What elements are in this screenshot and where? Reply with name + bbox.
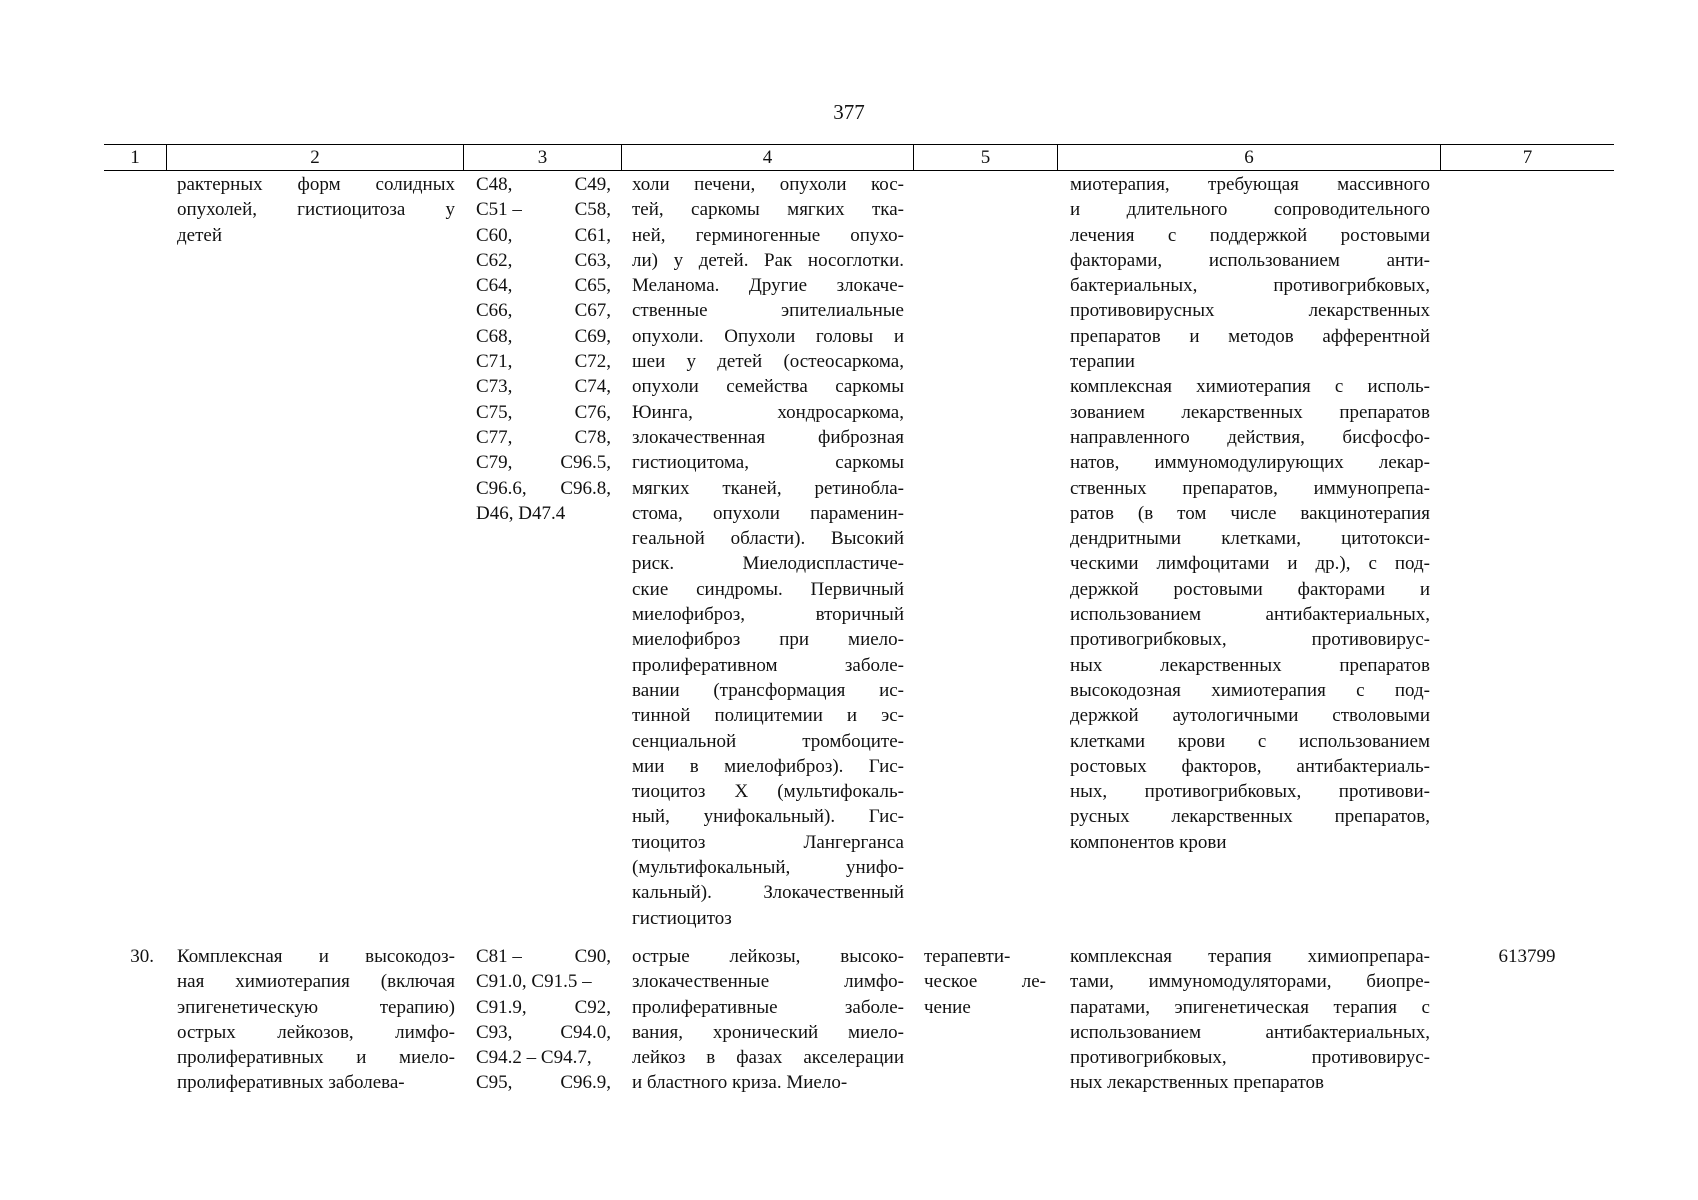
text-line: рактерных форм солидных <box>177 174 455 195</box>
code-line <box>476 197 611 222</box>
text-line: паратами, эпигенетическая терапия с <box>1070 996 1430 1018</box>
text-line: риск. Миелодиспластиче- <box>632 553 904 575</box>
column-header-4: 4 <box>621 145 913 170</box>
text-line: препаратов и методов афферентной <box>1070 325 1430 347</box>
code-left: C51 – <box>476 199 522 221</box>
code-left: C64, <box>476 275 513 297</box>
text-line: опухоли семейства саркомы <box>632 376 904 398</box>
code-right: C96.5, <box>560 452 611 474</box>
text-line: ческими лимфоцитами и др.), с под- <box>1070 553 1430 575</box>
text-line: мягких тканей, ретинобла- <box>632 477 904 499</box>
text-line: ный, унифокальный). Гис- <box>632 806 904 828</box>
row-30-number <box>104 944 154 969</box>
text-line: и длительного сопроводительного <box>1070 199 1430 221</box>
text-line: шеи у детей (остеосаркома, <box>632 351 904 373</box>
row-number: 30. <box>130 946 154 967</box>
text-line: ческое ле- <box>924 971 1046 993</box>
text-line: (мультифокальный, унифо- <box>632 857 904 879</box>
text-line: холи печени, опухоли кос- <box>632 174 904 195</box>
text-line: эпигенетическую терапию) <box>177 996 455 1018</box>
text-line: ственных препаратов, иммунопрепа- <box>1070 477 1430 499</box>
text-line: лейкоз в фазах акселерации <box>632 1047 904 1069</box>
text-line: ных лекарственных препаратов <box>1070 1072 1325 1094</box>
text-line: ных, противогрибковых, противови- <box>1070 781 1430 803</box>
text-line: сенциальной тромбоците- <box>632 730 904 752</box>
text-line: зованием лекарственных препаратов <box>1070 401 1430 423</box>
text-line: противогрибковых, противовирус- <box>1070 629 1430 651</box>
text-line: опухолей, гистиоцитоза у <box>177 199 455 221</box>
text-line: Комплексная и высокодоз- <box>177 946 455 967</box>
text-line: высокодозная химиотерапия с под- <box>1070 679 1430 701</box>
text-line: опухоли. Опухоли головы и <box>632 325 904 347</box>
row-30-cost <box>1440 944 1614 969</box>
text-line: кальный). Злокачественный <box>632 882 904 904</box>
code-line <box>476 349 611 374</box>
row-a-name <box>177 172 455 248</box>
code-right: C78, <box>574 426 611 448</box>
row-30-patient-model <box>632 944 904 1096</box>
text-line: стома, опухоли параменин- <box>632 502 904 524</box>
text-line: вания, хронический миело- <box>632 1021 904 1043</box>
text-line: ней, герминогенные опухо- <box>632 224 904 246</box>
code-line <box>476 400 611 425</box>
code-line <box>476 995 611 1020</box>
code-line <box>476 969 611 994</box>
row-30-name <box>177 944 455 1096</box>
text-line: бактериальных, противогрибковых, <box>1070 275 1430 297</box>
code-left: C95, <box>476 1072 513 1094</box>
row-30-treatment-type <box>924 944 1046 1020</box>
code-left: C93, <box>476 1021 513 1043</box>
text-line: русных лекарственных препаратов, <box>1070 806 1430 828</box>
text-line: ли) у детей. Рак носоглотки. <box>632 249 904 271</box>
text-line: терапии <box>1070 351 1135 373</box>
text-line: тиоцитоз Лангерганса <box>632 831 904 853</box>
text-line: противовирусных лекарственных <box>1070 300 1430 322</box>
text-line: злокачественные лимфо- <box>632 971 904 993</box>
text-line: мии в миелофиброз). Гис- <box>632 755 904 777</box>
text-line: вании (трансформация ис- <box>632 679 904 701</box>
text-line: ственные эпителиальные <box>632 300 904 322</box>
code-left: C48, <box>476 174 513 195</box>
text-line: лечения с поддержкой ростовыми <box>1070 224 1430 246</box>
text-line: держкой ростовыми факторами и <box>1070 578 1430 600</box>
code-right: C76, <box>574 401 611 423</box>
text-line: миелофиброз, вторичный <box>632 604 904 626</box>
text-line: направленного действия, бисфосфо- <box>1070 426 1430 448</box>
column-header-7: 7 <box>1440 145 1614 170</box>
code-line <box>476 248 611 273</box>
code-line <box>476 172 611 197</box>
text-line: клетками крови с использованием <box>1070 730 1430 752</box>
text-line: тами, иммуномодуляторами, биопре- <box>1070 971 1430 993</box>
code-right: C67, <box>574 300 611 322</box>
code-line <box>476 1045 611 1070</box>
code-right: C90, <box>574 946 611 967</box>
text-line: пролиферативных и миело- <box>177 1047 455 1069</box>
text-line: ростовых факторов, антибактериаль- <box>1070 755 1430 777</box>
text-line: детей <box>177 224 223 246</box>
text-line: гистиоцитома, саркомы <box>632 452 904 474</box>
text-line: чение <box>924 996 971 1018</box>
row-30-treatment-method <box>1070 944 1430 1096</box>
text-line: комплексная химиотерапия с исполь- <box>1070 376 1430 398</box>
code-right: C58, <box>574 199 611 221</box>
text-line: Юинга, хондросаркома, <box>632 401 904 423</box>
text-line: миотерапия, требующая массивного <box>1070 174 1430 195</box>
code-right: C94.0, <box>560 1021 611 1043</box>
text-line: тиоцитоз X (мультифокаль- <box>632 781 904 803</box>
column-header-3: 3 <box>463 145 621 170</box>
code-left: C75, <box>476 401 513 423</box>
code-left: C71, <box>476 351 513 373</box>
code-left: C91.9, <box>476 996 527 1018</box>
row-a-treatment-method <box>1070 172 1430 855</box>
code-right: C49, <box>574 174 611 195</box>
text-line: ная химиотерапия (включая <box>177 971 455 993</box>
text-line: использованием антибактериальных, <box>1070 604 1430 626</box>
text-line: геальной области). Высокий <box>632 528 904 550</box>
code-right: C69, <box>574 325 611 347</box>
code-line <box>476 1020 611 1045</box>
text-line: тей, саркомы мягких тка- <box>632 199 904 221</box>
code-line <box>476 1070 611 1095</box>
code-line <box>476 425 611 450</box>
column-header-5: 5 <box>913 145 1057 170</box>
code-line <box>476 450 611 475</box>
text-line: злокачественная фиброзная <box>632 426 904 448</box>
text-line: ские синдромы. Первичный <box>632 578 904 600</box>
code-right: C65, <box>574 275 611 297</box>
text-line: натов, иммуномодулирующих лекар- <box>1070 452 1430 474</box>
code-left: C66, <box>476 300 513 322</box>
text-line: держкой аутологичными стволовыми <box>1070 705 1430 727</box>
text-line: и бластного криза. Миело- <box>632 1072 848 1094</box>
text-line: пролиферативных заболева- <box>177 1072 405 1094</box>
code-left: C68, <box>476 325 513 347</box>
code-left: C62, <box>476 249 513 271</box>
code-left: C60, <box>476 224 513 246</box>
code-right: C61, <box>574 224 611 246</box>
column-header-6: 6 <box>1057 145 1440 170</box>
code-right: C96.8, <box>560 477 611 499</box>
text-line: острых лейкозов, лимфо- <box>177 1021 455 1043</box>
text-line: использованием антибактериальных, <box>1070 1021 1430 1043</box>
code-left: C77, <box>476 426 513 448</box>
column-header-2: 2 <box>166 145 463 170</box>
text-line: гистиоцитоз <box>632 907 732 929</box>
text-line: Меланома. Другие злокаче- <box>632 275 904 297</box>
text-line: миелофиброз при миело- <box>632 629 904 651</box>
code-left: C91.0, C91.5 – <box>476 971 592 993</box>
code-left: C81 – <box>476 946 522 967</box>
page-number: 377 <box>833 100 865 124</box>
text-line: дендритными клетками, цитотокси- <box>1070 528 1430 550</box>
row-a-patient-model <box>632 172 904 931</box>
code-right: C63, <box>574 249 611 271</box>
row-30-codes <box>476 944 611 1096</box>
code-line <box>476 324 611 349</box>
cost-value: 613799 <box>1498 946 1556 967</box>
code-left: C96.6, <box>476 477 527 499</box>
text-line: противогрибковых, противовирус- <box>1070 1047 1430 1069</box>
code-left: C73, <box>476 376 513 398</box>
code-line <box>476 223 611 248</box>
text-line: терапевти- <box>924 946 1011 967</box>
code-right: C96.9, <box>560 1072 611 1094</box>
text-line: пролиферативные заболе- <box>632 996 904 1018</box>
text-line: тинной полицитемии и эс- <box>632 705 904 727</box>
table-header-row <box>104 144 1614 171</box>
code-line <box>476 501 611 526</box>
text-line: комплексная терапия химиопрепара- <box>1070 946 1430 967</box>
code-line <box>476 298 611 323</box>
code-line <box>476 374 611 399</box>
text-line: пролиферативном заболе- <box>632 654 904 676</box>
code-right: C72, <box>574 351 611 373</box>
code-right: C92, <box>574 996 611 1018</box>
text-line: ных лекарственных препаратов <box>1070 654 1430 676</box>
code-left: C94.2 – C94.7, <box>476 1047 592 1069</box>
code-line <box>476 944 611 969</box>
text-line: острые лейкозы, высоко- <box>632 946 904 967</box>
text-line: ратов (в том числе вакцинотерапия <box>1070 502 1430 524</box>
code-left: C79, <box>476 452 513 474</box>
code-left: D46, D47.4 <box>476 502 566 524</box>
code-line <box>476 476 611 501</box>
row-a-codes <box>476 172 611 526</box>
column-header-1: 1 <box>130 147 140 168</box>
text-line: факторами, использованием анти- <box>1070 249 1430 271</box>
code-line <box>476 273 611 298</box>
text-line: компонентов крови <box>1070 831 1227 853</box>
code-right: C74, <box>574 376 611 398</box>
